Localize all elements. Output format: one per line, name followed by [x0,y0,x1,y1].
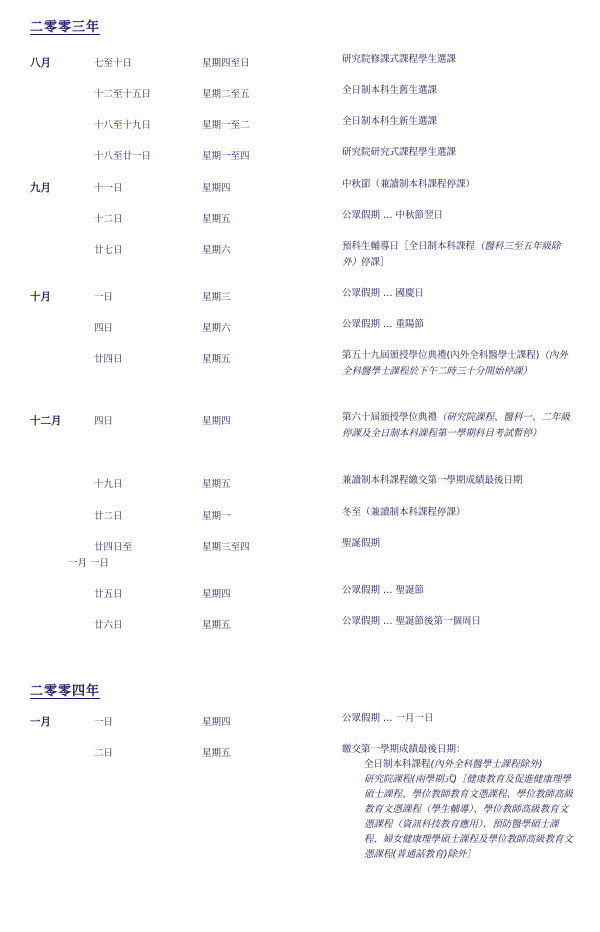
month-label: 一月 [30,716,51,728]
weekday-cell: 星期五 [202,748,231,759]
weekday-cell: 星期五 [202,214,231,225]
date-cell: 一日 [94,292,114,303]
date-cell: 二日 [94,748,114,759]
date-cell: 十一日 [94,183,123,194]
weekday-cell: 星期四 [202,717,231,728]
weekday-cell: 星期三至四 [202,542,250,553]
weekday-cell: 星期六 [202,323,231,334]
date-cell: 十九日 [94,479,123,490]
event-cell: 全日制本科生新生選課 [342,116,438,127]
event-cell [342,348,574,380]
weekday-cell: 星期四至日 [202,58,250,69]
month-label: 九月 [30,182,51,194]
date-cell: 四日 [94,323,114,334]
event-text: 停課］ [361,257,390,268]
event-note: （內外全科醫學士課程於下午二時三十分開始停課） [342,350,568,377]
weekday-cell: 星期一 [202,511,231,522]
date-cell: 廿五日 [94,589,123,600]
month-label: 十二月 [30,415,62,427]
event-subitem [342,772,574,862]
weekday-cell: 星期二至五 [202,89,250,100]
event-cell: 中秋節（兼讀制本科課程停課） [342,179,476,190]
date-cell: 廿二日 [94,511,123,522]
month-label: 十月 [30,291,51,303]
event-cell: 公眾假期 … 聖誕節後第一個周日 [342,616,482,627]
weekday-cell: 星期六 [202,245,231,256]
date-cell: 十八至十九日 [94,120,152,131]
event-cell [342,239,574,271]
year-heading-2004: 二零零四年 [30,684,101,699]
date-cell: 四日 [94,416,114,427]
event-note: （研究院課程、醫科一、二年級停課及全日制本科課程第一學期科目考試暫停） [342,412,571,439]
date-cell: 一日 [94,717,114,728]
event-cell: 全日制本科生舊生選課 [342,85,438,96]
date-continuation: 一月 一日 [68,558,110,569]
event-cell: 公眾假期 … 聖誕節 [342,585,425,596]
date-cell: 七至十日 [94,58,133,69]
event-cell: 公眾假期 … 一月一日 [342,713,434,724]
event-cell [342,742,574,862]
date-cell: 廿四日至 [94,542,133,553]
year-heading-2003: 二零零三年 [30,20,101,35]
event-subitem [342,757,574,772]
date-cell: 十二至十五日 [94,89,152,100]
event-note: （醫科三至五年級除外） [342,241,561,268]
date-cell: 廿四日 [94,354,123,365]
event-cell: 公眾假期 … 重陽節 [342,319,425,330]
event-cell: 冬至（兼讀制本科課程停課） [342,507,466,518]
weekday-cell: 星期四 [202,183,231,194]
event-cell: 兼讀制本科課程繳交第一學期成績最後日期 [342,475,523,486]
weekday-cell: 星期四 [202,416,231,427]
event-cell: 研究院研究式課程學生選課 [342,147,457,158]
date-cell: 十二日 [94,214,123,225]
event-cell: 公眾假期 … 國慶日 [342,288,425,299]
month-label: 八月 [30,57,51,69]
date-cell: 廿六日 [94,620,123,631]
date-cell: 十八至廿一日 [94,151,152,162]
event-text: 繳交第一學期成績最後日期： [342,744,466,755]
weekday-cell: 星期五 [202,479,231,490]
subitem-note: (內外全科醫學士課程除外) [430,759,543,770]
event-text: 第六十屆頒授學位典禮 [342,412,438,423]
event-cell: 聖誕假期 [342,538,381,549]
subitem-title: 全日制本科課程 [364,759,431,770]
event-cell: 研究院修課式課程學生選課 [342,54,457,65]
event-cell [342,410,574,442]
weekday-cell: 星期五 [202,620,231,631]
date-cell: 廿七日 [94,245,123,256]
weekday-cell: 星期一至四 [202,151,250,162]
weekday-cell: 星期三 [202,292,231,303]
event-cell: 公眾假期 … 中秋節翌日 [342,210,444,221]
weekday-cell: 星期一至二 [202,120,250,131]
subitem-note: 研究院課程(兩學期式)［健康教育及促進健康理學碩士課程、學位教師教育文憑課程、學位教師高級教育文憑課程（學生輔導）、學位教師高級教育文憑課程（資訊科技教育應用）、預防醫學碩士課程、婦女健康理學碩士課程及學位教師高級教育文憑課程(普通話教育)除外］ [364,774,574,860]
event-text: 第五十九屆頒授學位典禮(內外全科醫學士課程) [342,350,540,361]
event-text: 預科生輔導日［全日制本科課程 [342,241,476,252]
weekday-cell: 星期四 [202,589,231,600]
weekday-cell: 星期五 [202,354,231,365]
